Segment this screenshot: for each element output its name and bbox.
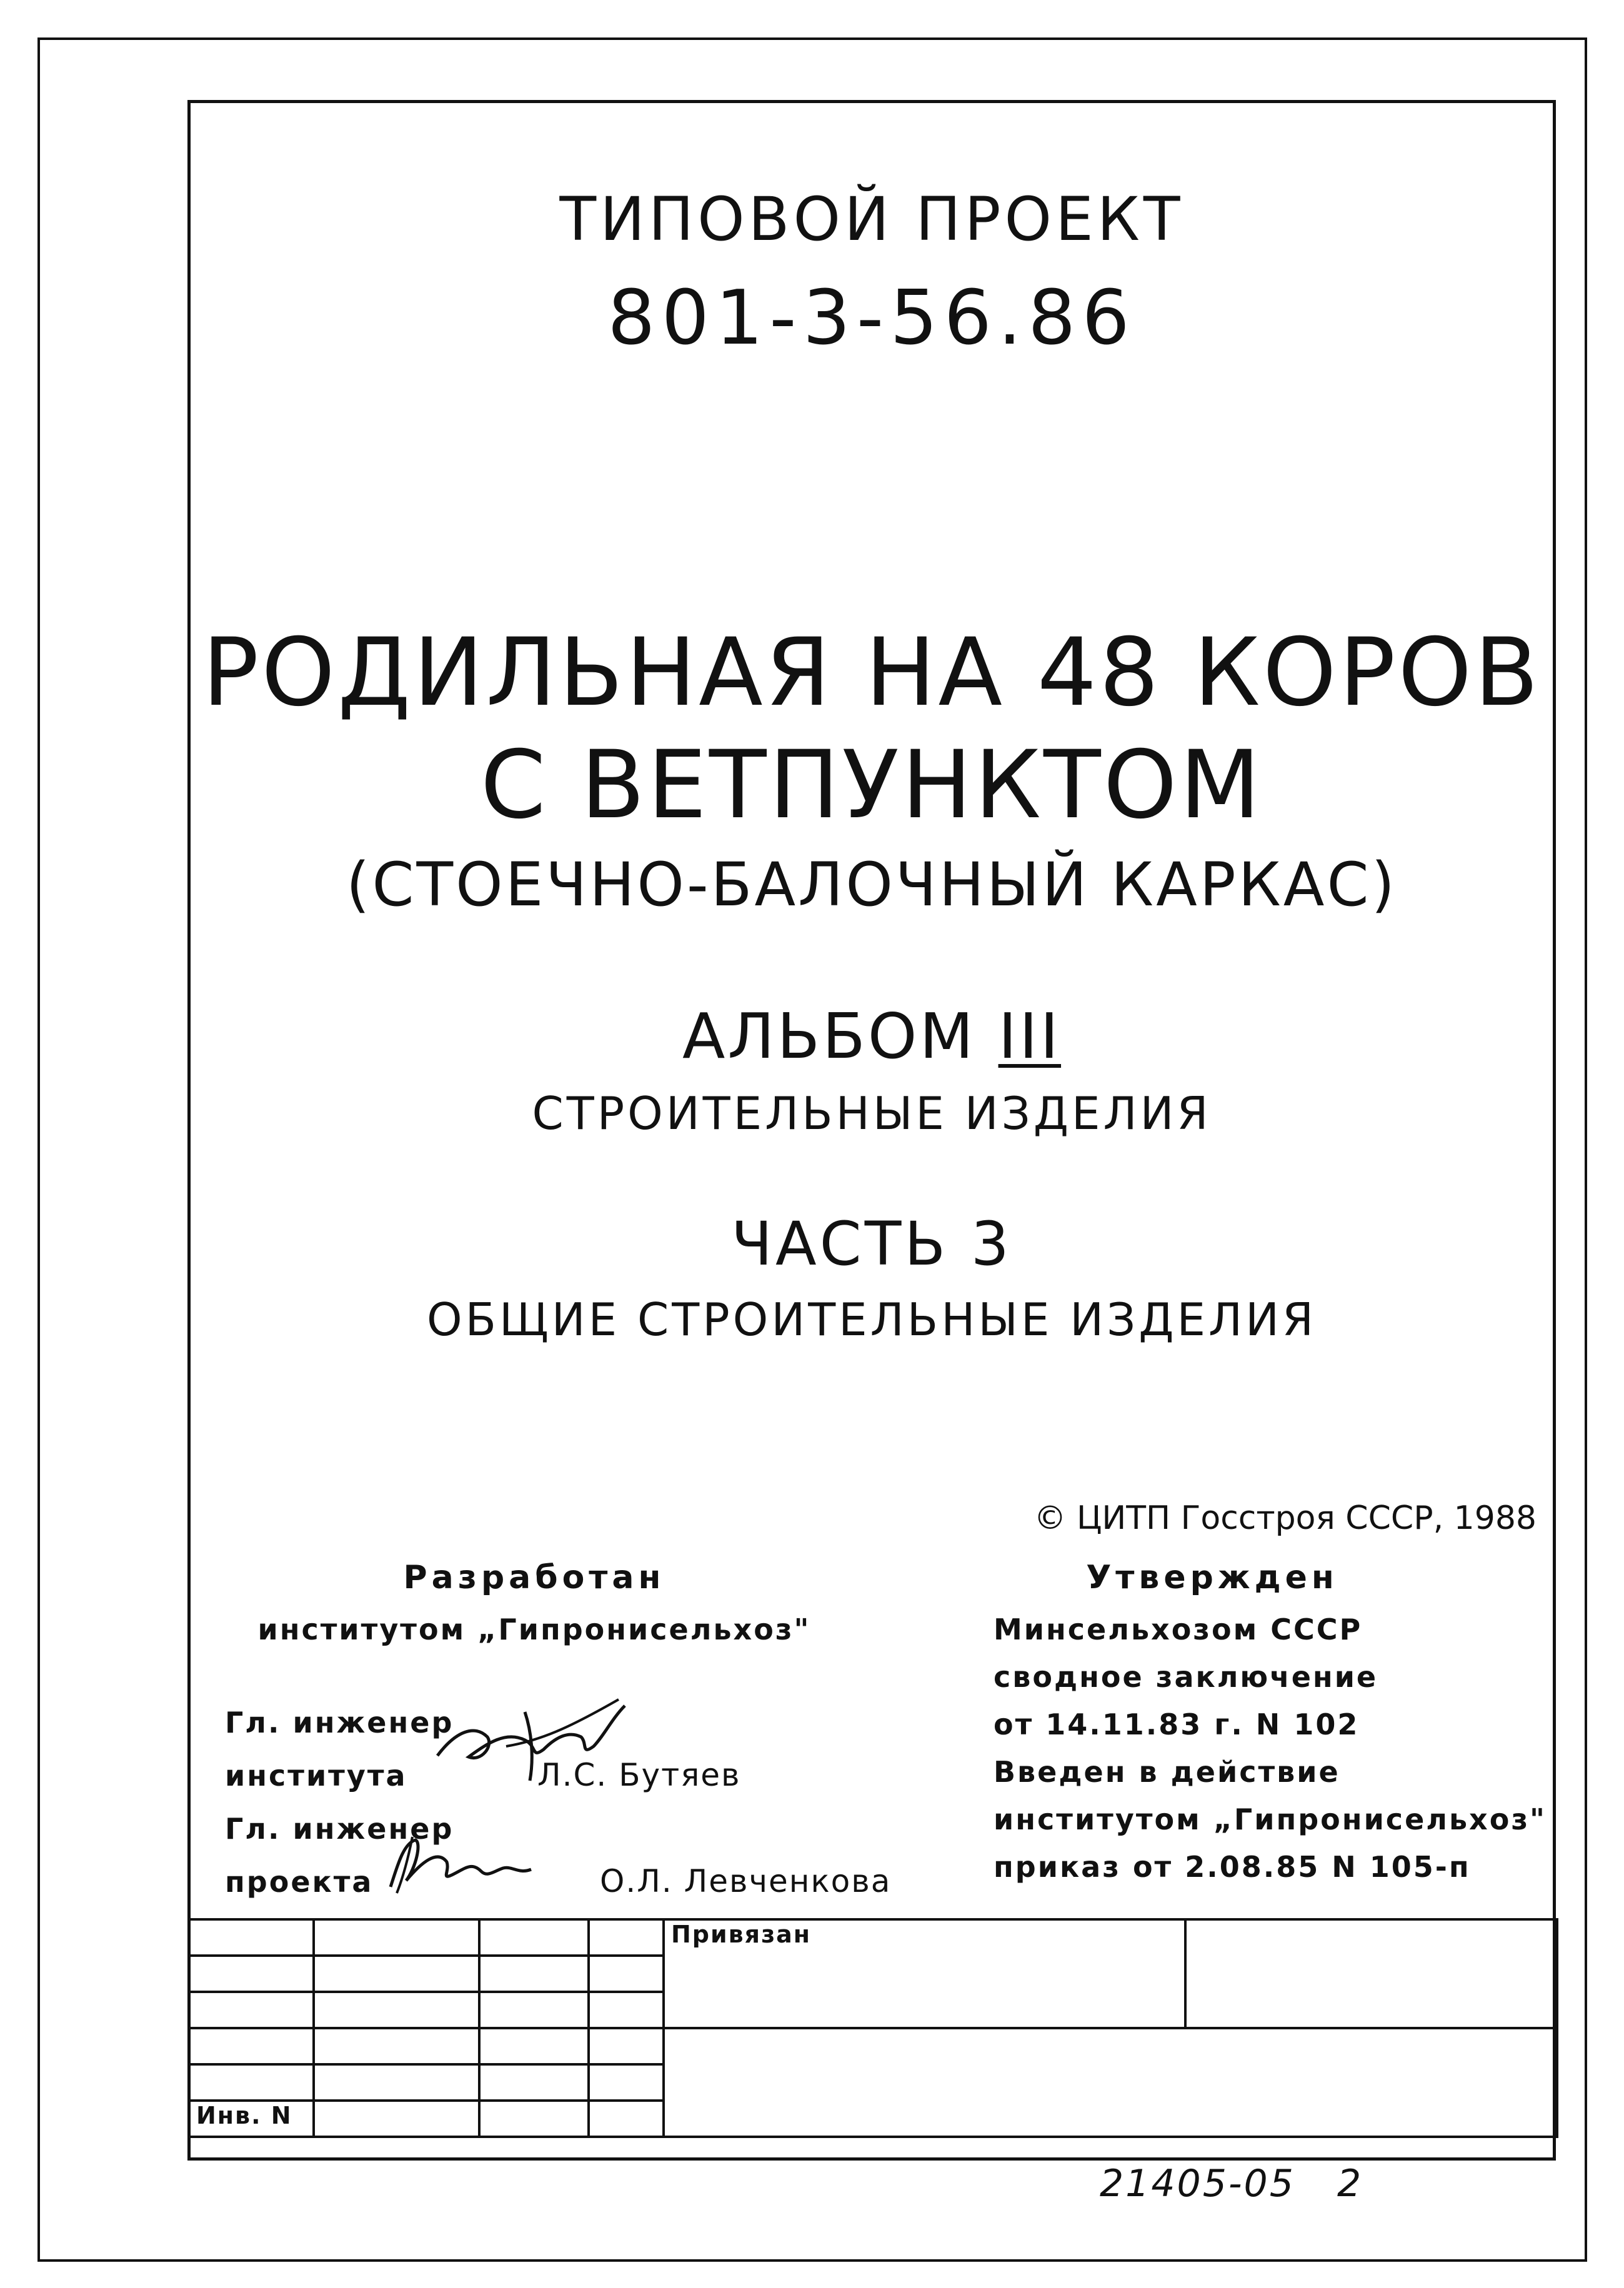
table-cell [589, 1919, 664, 1956]
chief-engineer-institute-label-1: Гл. инженер [225, 1706, 454, 1739]
table-cell [189, 1992, 314, 2028]
approved-line: институтом „Гипронисельхоз" [994, 1803, 1547, 1836]
album-label: АЛЬБОМ [682, 1000, 976, 1073]
table-cell [314, 2064, 479, 2101]
table-cell [189, 2064, 314, 2101]
table-cell [589, 1956, 664, 1992]
bound-label: Привязан [664, 1919, 1185, 2028]
developed-institute-line: институтом „Гипронисельхоз" [257, 1613, 811, 1646]
title-block-table [187, 1918, 1558, 2138]
table-cell [479, 2101, 589, 2137]
table-cell [314, 1956, 479, 1992]
signature-levchenkova [378, 1824, 541, 1899]
album-title [187, 1000, 1556, 1073]
project-title-subtitle: (СТОЕЧНО-БАЛОЧНЫЙ КАРКАС) [346, 850, 1397, 920]
table-cell [314, 1919, 479, 1956]
table-cell [479, 1992, 589, 2028]
project-title-line1: РОДИЛЬНАЯ НА 48 КОРОВ [202, 619, 1542, 727]
table-cell [589, 2064, 664, 2101]
approved-line: от 14.11.83 г. N 102 [994, 1708, 1360, 1741]
copyright-note: © ЦИТП Госстроя СССР, 1988 [1034, 1500, 1537, 1537]
inventory-label: Инв. N [189, 2101, 314, 2137]
table-cell [589, 2028, 664, 2064]
table-cell [189, 1919, 314, 1956]
table-cell [189, 2028, 314, 2064]
series-label: ТИПОВОЙ ПРОЕКТ [559, 184, 1184, 254]
chief-engineer-project-label-1: Гл. инженер [225, 1812, 454, 1846]
table-cell [479, 2028, 589, 2064]
approved-heading: Утвержден [1086, 1559, 1338, 1596]
table-cell [314, 2028, 479, 2064]
table-cell [589, 2101, 664, 2137]
chief-engineer-institute-label-2: института [225, 1759, 407, 1793]
sheet-number: 2 [1337, 2162, 1362, 2206]
project-title-line2: С ВЕТПУНКТОМ [480, 731, 1263, 840]
table-cell [479, 2064, 589, 2101]
chief-engineer-project-name: О.Л. Левченкова [600, 1863, 892, 1899]
part-subtitle: ОБЩИЕ СТРОИТЕЛЬНЫЕ ИЗДЕЛИЯ [426, 1293, 1317, 1346]
part-title: ЧАСТЬ 3 [731, 1209, 1012, 1279]
approved-line: приказ от 2.08.85 N 105-п [994, 1850, 1471, 1884]
chief-engineer-project-label-2: проекта [225, 1865, 374, 1899]
table-cell [664, 2028, 1557, 2137]
approved-line: Введен в действие [994, 1755, 1340, 1789]
document-number: 21405-05 [1100, 2162, 1295, 2206]
table-cell [479, 1919, 589, 1956]
table-row [189, 2028, 1557, 2064]
developed-block [206, 1559, 862, 1646]
table-row [189, 1919, 1557, 1956]
approved-block [994, 1559, 1556, 1884]
table-cell [314, 1992, 479, 2028]
table-cell [479, 1956, 589, 1992]
table-cell [189, 1956, 314, 1992]
signature-butyaev [431, 1687, 637, 1787]
album-subtitle: СТРОИТЕЛЬНЫЕ ИЗДЕЛИЯ [532, 1087, 1212, 1140]
approved-line: сводное заключение [994, 1660, 1378, 1694]
approved-line: Минсельхозом СССР [994, 1613, 1363, 1646]
table-cell [589, 1992, 664, 2028]
table-cell [1185, 1919, 1557, 2028]
series-number: 801-3-56.86 [607, 275, 1136, 362]
developed-heading: Разработан [403, 1559, 665, 1596]
chief-engineer-institute-name: Л.С. Бутяев [537, 1757, 741, 1793]
album-number: III [998, 1000, 1062, 1073]
table-cell [314, 2101, 479, 2137]
